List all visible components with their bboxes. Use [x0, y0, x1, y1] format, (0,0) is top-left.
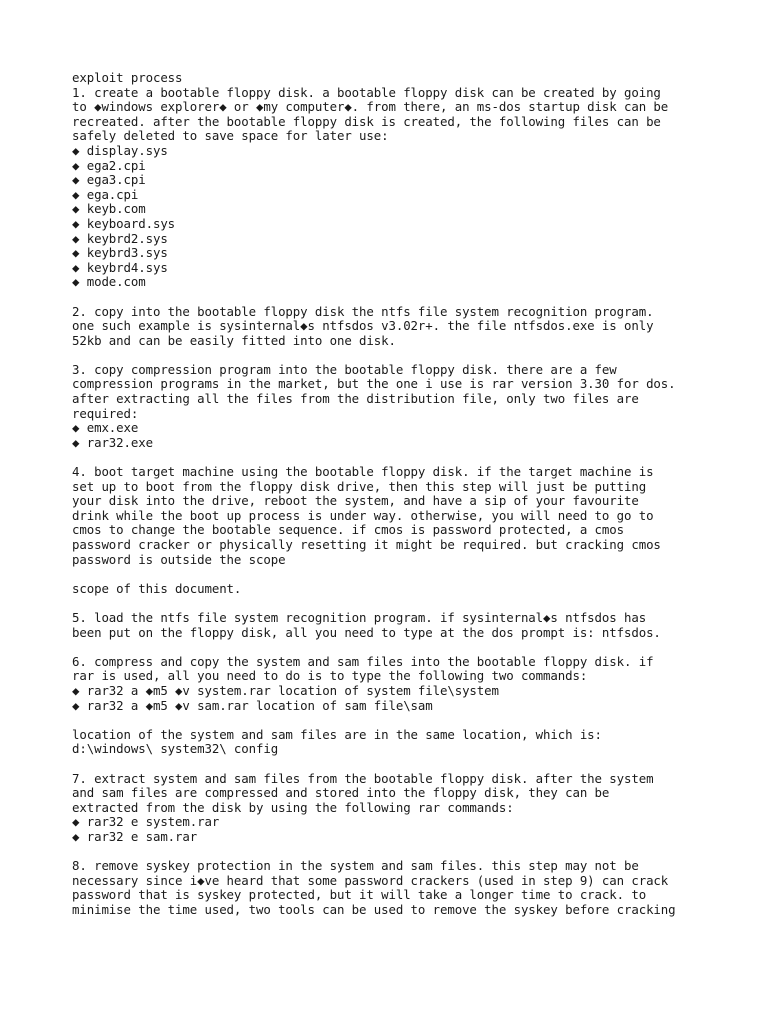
text-line: ◆ rar32 a ◆m5 ◆v sam.rar location of sam file\sam: [72, 697, 433, 713]
blank-line: [72, 290, 712, 305]
text-line: ◆ rar32.exe: [72, 434, 153, 450]
text-line: rar is used, all you need to do is to type the following two commands:: [72, 668, 588, 684]
text-line: ◆ keybrd3.sys: [72, 245, 168, 261]
text-line: password is outside the scope: [72, 551, 286, 567]
blank-line: [72, 450, 712, 465]
text-line: required:: [72, 405, 139, 421]
text-line: been put on the floppy disk, all you need to type at the dos prompt is: ntfsdos.: [72, 624, 661, 640]
text-line: 6. compress and copy the system and sam files into the bootable floppy disk. if: [72, 653, 654, 669]
text-line: safely deleted to save space for later use:: [72, 128, 389, 144]
text-line: ◆ ega.cpi: [72, 186, 139, 202]
text-line: drink while the boot up process is under way. otherwise, you will need to go to: [72, 507, 654, 523]
text-line: compression programs in the market, but the one i use is rar version 3.30 for dos.: [72, 376, 676, 392]
text-line: cmos to change the bootable sequence. if cmos is password protected, a cmos: [72, 522, 624, 538]
text-line: 2. copy into the bootable floppy disk the ntfs file system recognition program.: [72, 303, 654, 319]
text-line: ◆ ega2.cpi: [72, 157, 146, 173]
text-line: 3. copy compression program into the bootable floppy disk. there are a few: [72, 361, 617, 377]
document-body: [72, 71, 712, 917]
text-line: ◆ keybrd2.sys: [72, 230, 168, 246]
text-line: to ◆windows explorer◆ or ◆my computer◆. from there, an ms-dos startup disk can be: [72, 99, 669, 115]
text-line: ◆ ega3.cpi: [72, 172, 146, 188]
text-line: password cracker or physically resetting it might be required. but cracking cmos: [72, 537, 661, 552]
text-line: set up to boot from the floppy disk drive, then this step will just be putting: [72, 478, 647, 494]
blank-line: [72, 567, 712, 582]
text-line: one such example is sysinternal◆s ntfsdos v3.02r+. the file ntfsdos.exe is only: [72, 318, 654, 334]
text-line: and sam files are compressed and stored into the floppy disk, they can be: [72, 785, 610, 801]
blank-line: [72, 640, 712, 655]
text-line: ◆ display.sys: [72, 142, 168, 158]
text-line: ◆ rar32 e system.rar: [72, 814, 220, 830]
text-line: ◆ keyboard.sys: [72, 215, 176, 231]
text-line: exploit process: [72, 70, 183, 85]
text-line: 5. load the ntfs file system recognition program. if sysinternal◆s ntfsdos has: [72, 609, 647, 625]
blank-line: [72, 713, 712, 728]
text-line: 1. create a bootable floppy disk. a bootable floppy disk can be created by going: [72, 84, 661, 100]
blank-line: [72, 844, 712, 859]
text-line: 8. remove syskey protection in the system and sam files. this step may not be: [72, 858, 639, 874]
text-line: d:\windows\ system32\ config: [72, 741, 279, 757]
text-line: 7. extract system and sam files from the bootable floppy disk. after the system: [72, 770, 654, 786]
text-line: scope of this document.: [72, 580, 242, 596]
text-line: necessary since i◆ve heard that some password crackers (used in step 9) can crack: [72, 872, 669, 888]
text-line: ◆ keybrd4.sys: [72, 259, 168, 275]
text-line: minimise the time used, two tools can be used to remove the syskey before cracking: [72, 901, 676, 917]
blank-line: [72, 348, 712, 363]
text-line: after extracting all the files from the distribution file, only two files are: [72, 391, 639, 407]
text-line: ◆ rar32 e sam.rar: [72, 828, 198, 844]
text-line: password that is syskey protected, but it will take a longer time to crack. to: [72, 887, 647, 903]
blank-line: [72, 757, 712, 772]
text-line: 4. boot target machine using the bootable floppy disk. if the target machine is: [72, 464, 654, 480]
text-line: ◆ mode.com: [72, 274, 146, 290]
text-line: ◆ keyb.com: [72, 201, 146, 217]
text-line: ◆ rar32 a ◆m5 ◆v system.rar location of system file\system: [72, 682, 499, 698]
text-line: location of the system and sam files are in the same location, which is:: [72, 726, 602, 742]
text-line: 52kb and can be easily fitted into one disk.: [72, 332, 396, 348]
text-line: recreated. after the bootable floppy disk is created, the following files can be: [72, 113, 661, 129]
text-line: your disk into the drive, reboot the system, and have a sip of your favourite: [72, 493, 639, 509]
blank-line: [72, 596, 712, 611]
text-line: extracted from the disk by using the following rar commands:: [72, 799, 514, 815]
text-line: ◆ emx.exe: [72, 420, 139, 436]
